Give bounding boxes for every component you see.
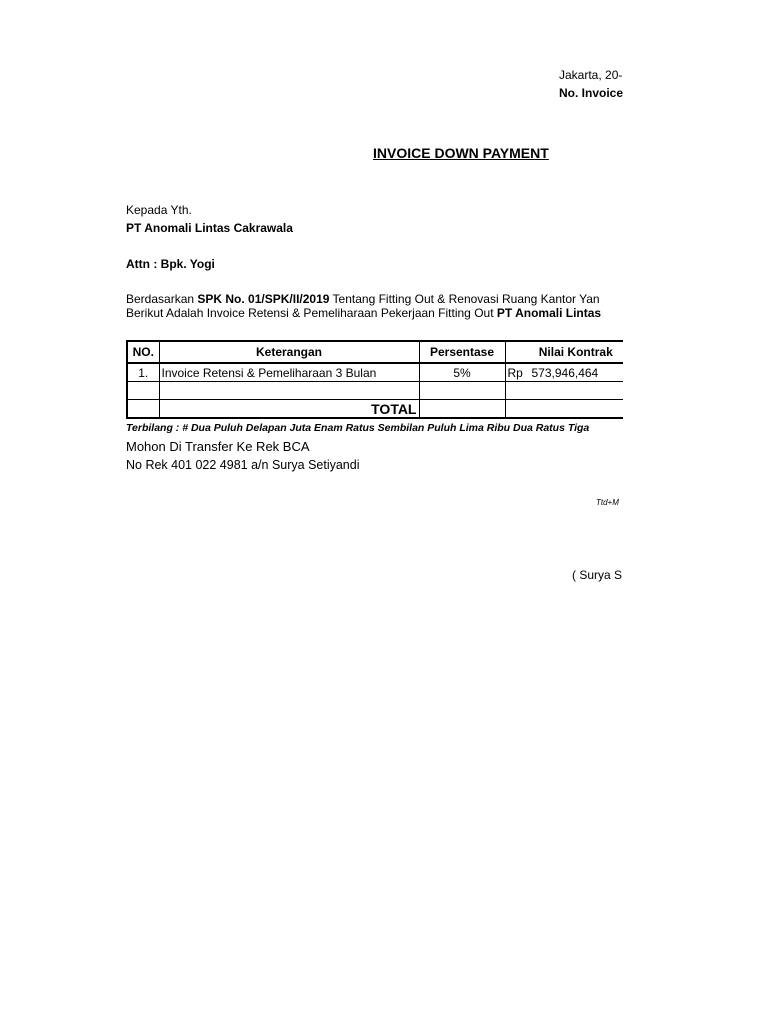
nilai-amount: 573,946,464: [531, 365, 599, 380]
empty-cell: [127, 382, 159, 400]
total-label: TOTAL: [159, 400, 419, 419]
table-header-row: [127, 341, 623, 363]
body-line-1-prefix: Berdasarkan: [126, 292, 198, 306]
attention-line: Attn : Bpk. Yogi: [126, 257, 215, 271]
recipient-company: PT Anomali Lintas Cakrawala: [126, 221, 293, 235]
empty-cell: [159, 382, 419, 400]
salutation: Kepada Yth.: [126, 203, 192, 217]
table-total-row: [127, 400, 623, 419]
invoice-table: [126, 340, 623, 419]
table-empty-row: [127, 382, 623, 400]
currency-label: Rp: [507, 365, 523, 380]
empty-cell: [419, 382, 505, 400]
place-date: Jakarta, 20-: [559, 68, 623, 82]
transfer-line-1: Mohon Di Transfer Ke Rek BCA: [126, 439, 310, 454]
row-no: 1.: [127, 363, 159, 382]
empty-cell: [127, 400, 159, 419]
body-line-1-rest: Tentang Fitting Out & Renovasi Ruang Kantor Yan: [329, 292, 600, 306]
table-row: [127, 363, 623, 382]
signatory-name: ( Surya S: [572, 568, 623, 582]
body-line-2: [126, 306, 601, 320]
document-title: INVOICE DOWN PAYMENT: [373, 145, 549, 161]
row-keterangan: Invoice Retensi & Pemeliharaan 3 Bulan: [159, 363, 419, 382]
terbilang-line: Terbilang : # Dua Puluh Delapan Juta Enam Ratus Sembilan Puluh Lima Ribu Dua Ratus Tiga: [126, 422, 590, 434]
body-line-2-prefix: Berikut Adalah Invoice Retensi & Pemeliharaan Pekerjaan Fitting Out: [126, 306, 497, 320]
empty-cell: [505, 400, 623, 419]
transfer-line-2: No Rek 401 022 4981 a/n Surya Setiyandi: [126, 458, 360, 472]
body-line-1: [126, 292, 600, 306]
row-persentase: 5%: [419, 363, 505, 382]
header-persentase: Persentase: [419, 341, 505, 363]
empty-cell: [505, 382, 623, 400]
spk-number: SPK No. 01/SPK/II/2019: [197, 292, 330, 306]
body-line-2-company: PT Anomali Lintas: [496, 306, 602, 320]
empty-cell: [419, 400, 505, 419]
header-no: NO.: [127, 341, 159, 363]
header-keterangan: Keterangan: [159, 341, 419, 363]
row-nilai: [505, 363, 623, 382]
signature-note: Ttd+M: [596, 498, 619, 507]
invoice-number-label: No. Invoice: [559, 86, 623, 100]
header-nilai-kontrak: Nilai Kontrak: [505, 341, 623, 363]
